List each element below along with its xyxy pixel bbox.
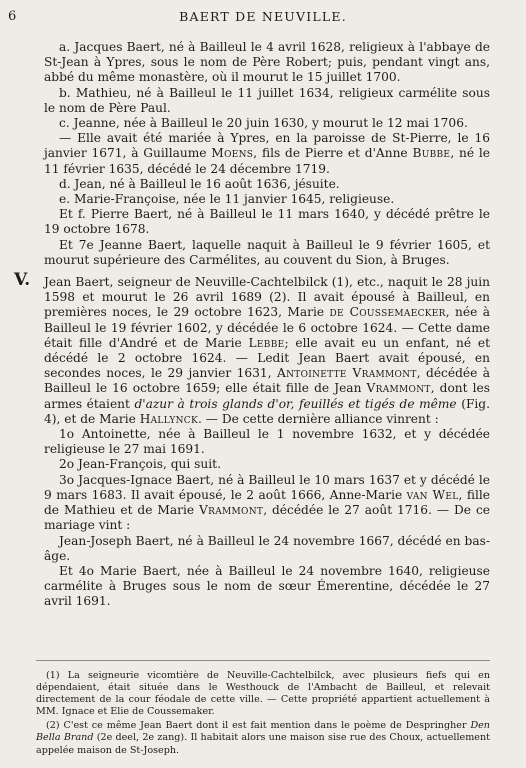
child-3-text-3: , décédée le 27 août 1716. — De ce mariage vint : [44,503,490,533]
entry-b: b. Mathieu, né à Bailleul le 11 juillet 1634, religieux carmélite sous le nom de Père Paul. [44,85,490,115]
name-moens: Moens [211,146,254,161]
name-lebbe: Lebbe [248,335,285,350]
v-text-5: , dont les armes étaient [44,381,490,411]
footnote-divider [36,660,490,661]
entry-a: a. Jacques Baert, né à Bailleul le 4 avril 1628, religieux à l'abbaye de St-Jean à Ypres, sous le nom de Père Robert; puis, pendant vingt ans, abbé du même monastère, où il mourut le 15 juillet 1700. [44,40,490,85]
poem-title: Den Bella Brand [36,720,490,744]
entry-f: Et f. Pierre Baert, né à Bailleul le 11 mars 1640, y décédé prêtre le 19 octobre 1678. [44,207,490,237]
entry-e: e. Marie-Françoise, née le 11 janvier 1645, religieuse. [59,192,395,207]
entry-c-text-3: , né le 11 février 1635, décédé le 24 décembre 1719. [44,146,490,176]
name-bubbe: Bubbe [412,146,451,161]
running-title: BAERT DE NEUVILLE. [179,9,347,24]
child-3-text-1: 3o Jacques-Ignace Baert, né à Bailleul le 10 mars 1637 et y décédé le 9 mars 1683. Il avait épousé, le 2 août 1666, Anne-Marie [44,472,490,502]
footnote-1: (1) La seigneurie vicomtière de Neuville-Cachtelbilck, avec plusieurs fiefs qui en dépendaient, était située dans le Westhouck de l'Ambacht de Bailleul, et relevait directement de la cour féodale de cette ville. — Cette propriété appartient actuellement à MM. Ignace et Elie de Coussemaker. [36,670,490,718]
child-4: Et 4o Marie Baert, née à Bailleul le 24 novembre 1640, religieuse carmélite à Bruges sous le nom de sœur Émerentine, décédée le 27 avril 1691. [44,563,490,609]
generation-numeral: V. [14,270,31,291]
name-vrammont: Vrammont [366,381,431,396]
name-coussemaecker: de Coussemaecker [329,305,446,320]
entry-c-text-2: , fils de Pierre et d'Anne [253,146,413,161]
entry-c-continued [44,131,490,177]
page-number: 6 [8,9,17,24]
child-3-son: Jean-Joseph Baert, né à Bailleul le 24 novembre 1667, décédé en bas-âge. [44,533,490,563]
entry-d: d. Jean, né à Bailleul le 16 août 1636, jésuite. [59,176,340,191]
v-text-7: . — De cette dernière alliance vinrent : [198,411,439,426]
name-vrammont-2: Vrammont [199,503,264,518]
v-text-4: , décédée à Bailleul le 16 octobre 1659; elle était fille de Jean [44,366,491,396]
entry-c-text-1: — Elle avait été mariée à Ypres, en la paroisse de St-Pierre, le 16 janvier 1671, à Guillaume [44,131,490,161]
v-text-6: (Fig. 4), et de Marie [44,396,490,426]
v-text-1: Jean Baert, seigneur de Neuville-Cachtelbilck (1), etc., naquit le 28 juin 1598 et mourut le 26 avril 1689 (2). Il avait épousé à Bailleul, en premières noces, le 29 octobre 1623, Marie [44,275,490,320]
entry-c: c. Jeanne, née à Bailleul le 20 juin 1630, y mourut le 12 mai 1706. [59,116,468,131]
arms-description: d'azur à trois glands d'or, feuillés et tigés de même [134,396,457,411]
name-hallynck: Hallynck [139,411,199,426]
footnote-2-text-2: (2e deel, 2e zang). Il habitait alors une maison sise rue des Choux, actuellement appelée maison de St-Joseph. [36,732,490,756]
name-antoinette-vrammont: Antoinette Vrammont [276,366,417,381]
name-van-wel: van Wel [406,487,459,502]
child-3-text-2: , fille de Mathieu et de Marie [44,487,491,518]
child-2: 2o Jean-François, qui suit. [59,457,221,472]
child-3 [44,473,490,534]
child-1: 1o Antoinette, née à Bailleul le 1 novembre 1632, et y décédée religieuse le 27 mai 1691. [44,427,490,457]
footnote-2 [36,720,490,756]
footnotes [36,670,490,759]
generation-v [14,270,491,427]
footnote-2-text-1: (2) C'est ce même Jean Baert dont il est fait mention dans le poème de Despringher [46,720,471,732]
v-text-2: , née à Bailleul le 19 février 1602, y décédée le 6 octobre 1624. — Cette dame était fille d'André et de Marie [44,305,491,350]
v-text-3: ; elle avait eu un enfant, né et décédé le 2 octobre 1624. — Ledit Jean Baert avait épousé, en secondes noces, le 29 janvier 1631, [44,335,490,381]
main-text [14,40,491,610]
entry-seventh: Et 7e Jeanne Baert, laquelle naquit à Bailleul le 9 février 1605, et mourut supérieure des Carmélites, au couvent du Sion, à Bruges. [44,237,490,267]
